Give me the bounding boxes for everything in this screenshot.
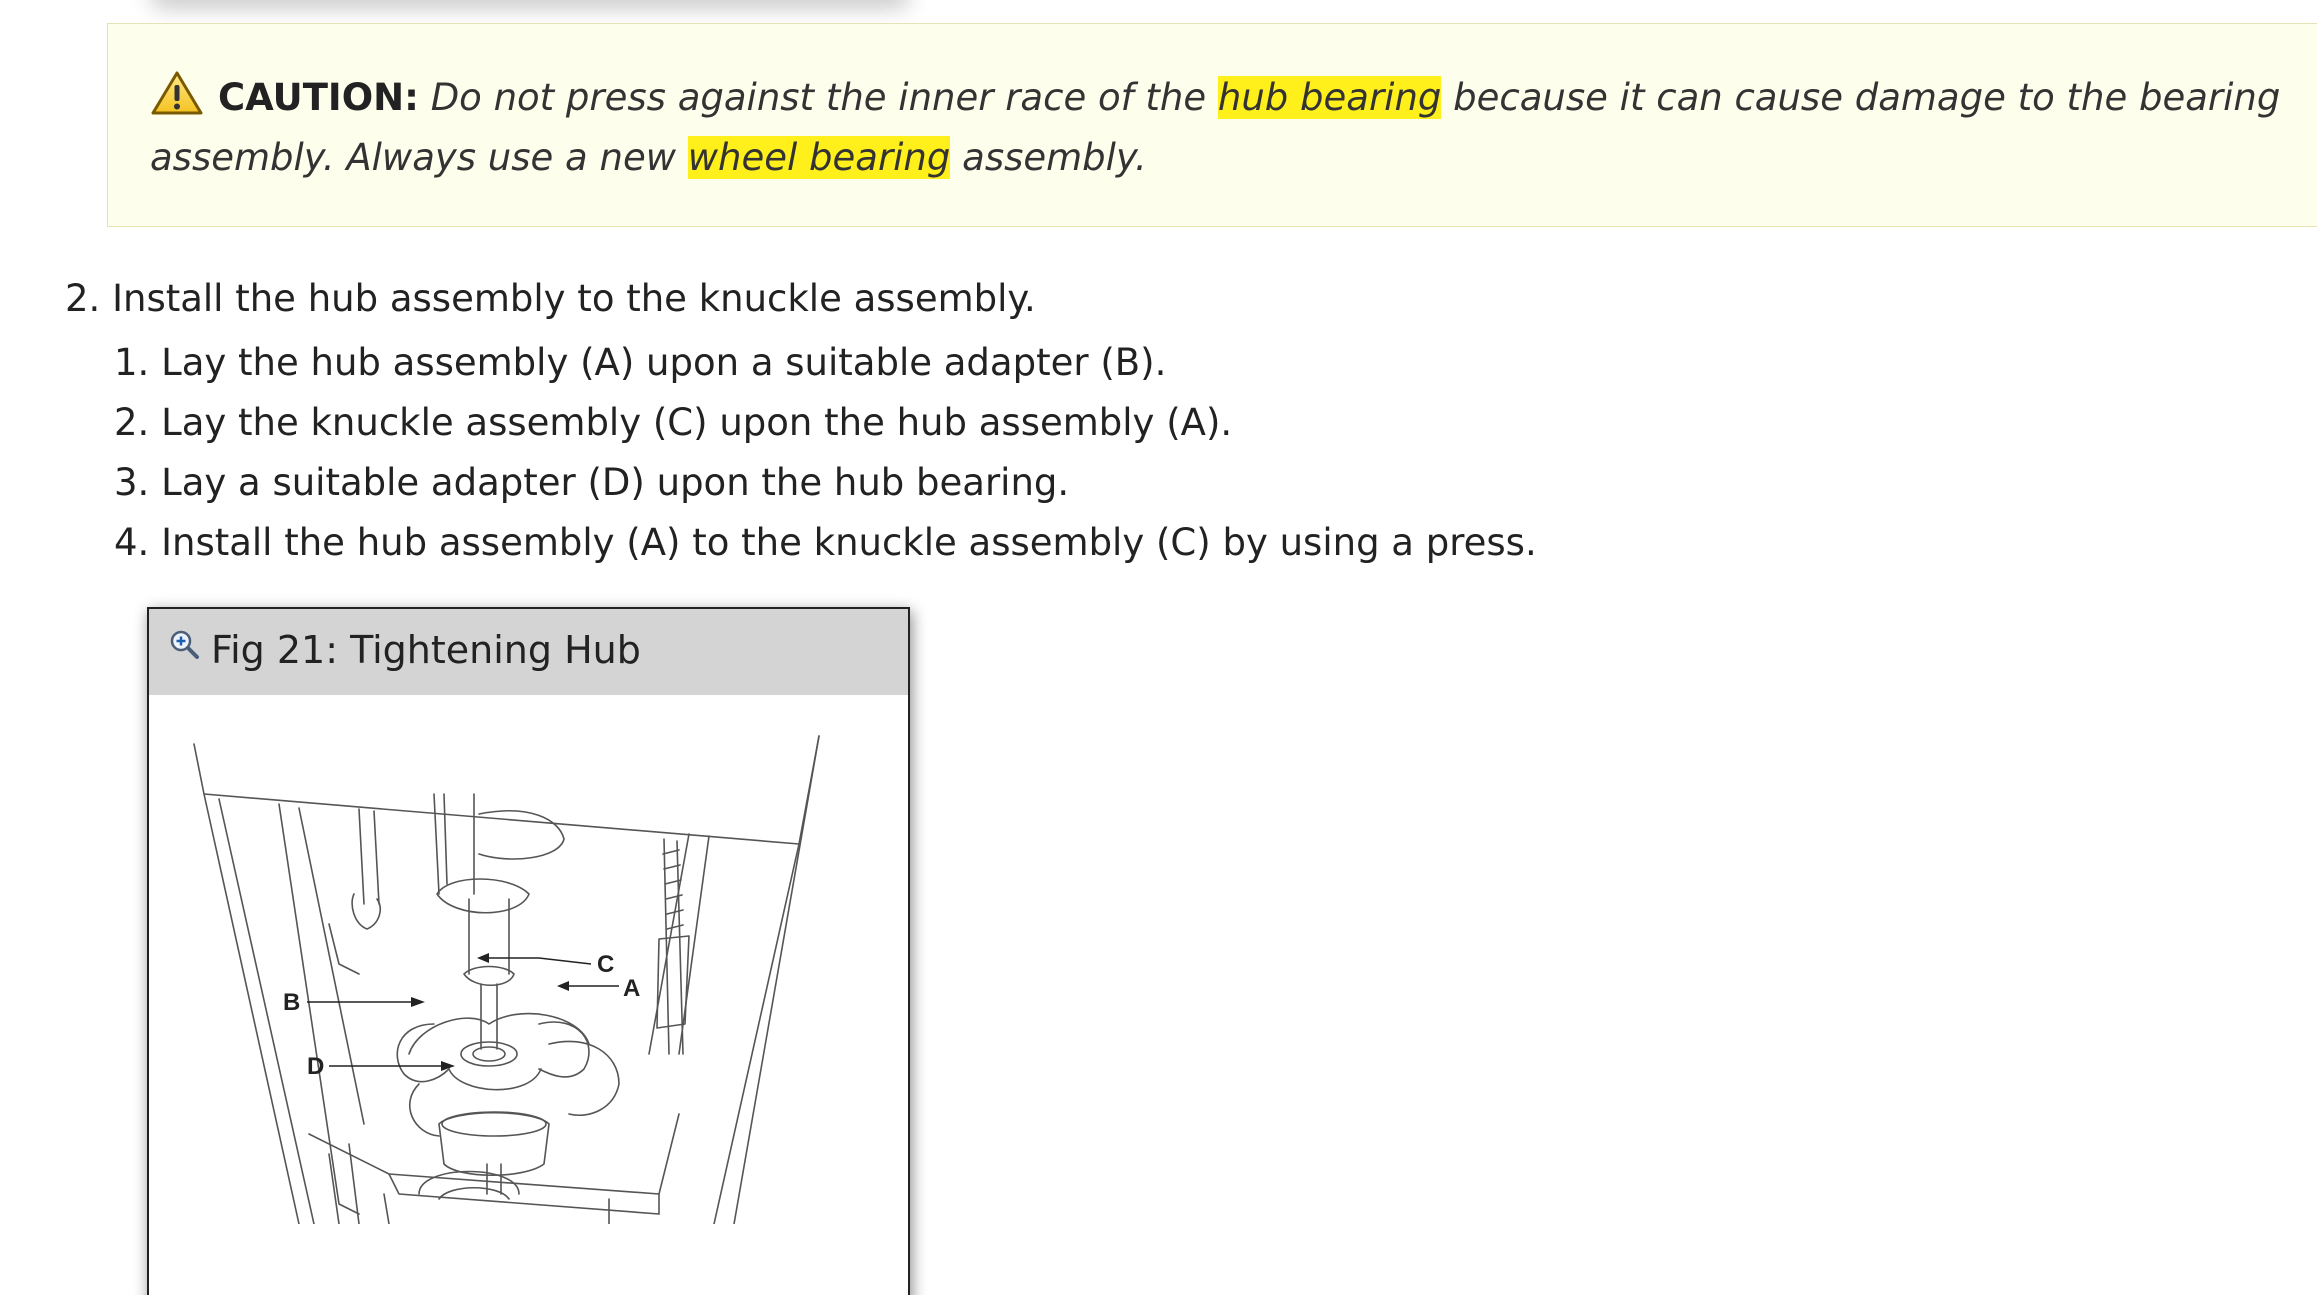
- step-2: [65, 272, 1036, 326]
- step-number: 2.: [65, 277, 101, 320]
- figure-title: Fig 21: Tightening Hub: [211, 628, 641, 672]
- substep-number: 1.: [114, 341, 150, 384]
- substep-text: Lay a suitable adapter (D) upon the hub bearing.: [161, 461, 1070, 504]
- caution-label: CAUTION:: [218, 76, 419, 119]
- label-b: B: [283, 989, 301, 1016]
- zoom-in-icon[interactable]: [169, 629, 201, 661]
- highlight-hub-bearing: hub bearing: [1217, 76, 1442, 119]
- highlight-wheel-bearing: wheel bearing: [687, 136, 951, 179]
- caution-text-part-2: because it can cause damage to the bearing assembly. Always use a new: [150, 76, 2281, 179]
- caution-text-part-3: assembly.: [962, 136, 1147, 179]
- substep-4: [114, 513, 1537, 573]
- substep-text: Lay the knuckle assembly (C) upon the hub assembly (A).: [161, 401, 1233, 444]
- label-a: A: [623, 975, 641, 1002]
- caution-body: [150, 76, 2280, 179]
- figure-header[interactable]: [149, 609, 908, 695]
- substep-text: Install the hub assembly (A) to the knuckle assembly (C) by using a press.: [161, 521, 1537, 564]
- step-text: Install the hub assembly to the knuckle assembly.: [112, 277, 1036, 320]
- substep-number: 4.: [114, 521, 150, 564]
- substep-list: [114, 333, 1537, 573]
- label-c: C: [597, 951, 615, 978]
- substep-3: [114, 453, 1537, 513]
- figure-21[interactable]: [147, 607, 910, 1295]
- warning-triangle-icon: [150, 70, 204, 116]
- caution-text: [150, 68, 2290, 188]
- substep-2: [114, 393, 1537, 453]
- substep-text: Lay the hub assembly (A) upon a suitable adapter (B).: [161, 341, 1167, 384]
- label-d: D: [307, 1053, 325, 1080]
- substep-1: [114, 333, 1537, 393]
- caution-text-part-1: Do not press against the inner race of the: [430, 76, 1207, 119]
- substep-number: 2.: [114, 401, 150, 444]
- caution-box: [107, 23, 2317, 227]
- substep-number: 3.: [114, 461, 150, 504]
- hub-press-illustration: [189, 724, 869, 1224]
